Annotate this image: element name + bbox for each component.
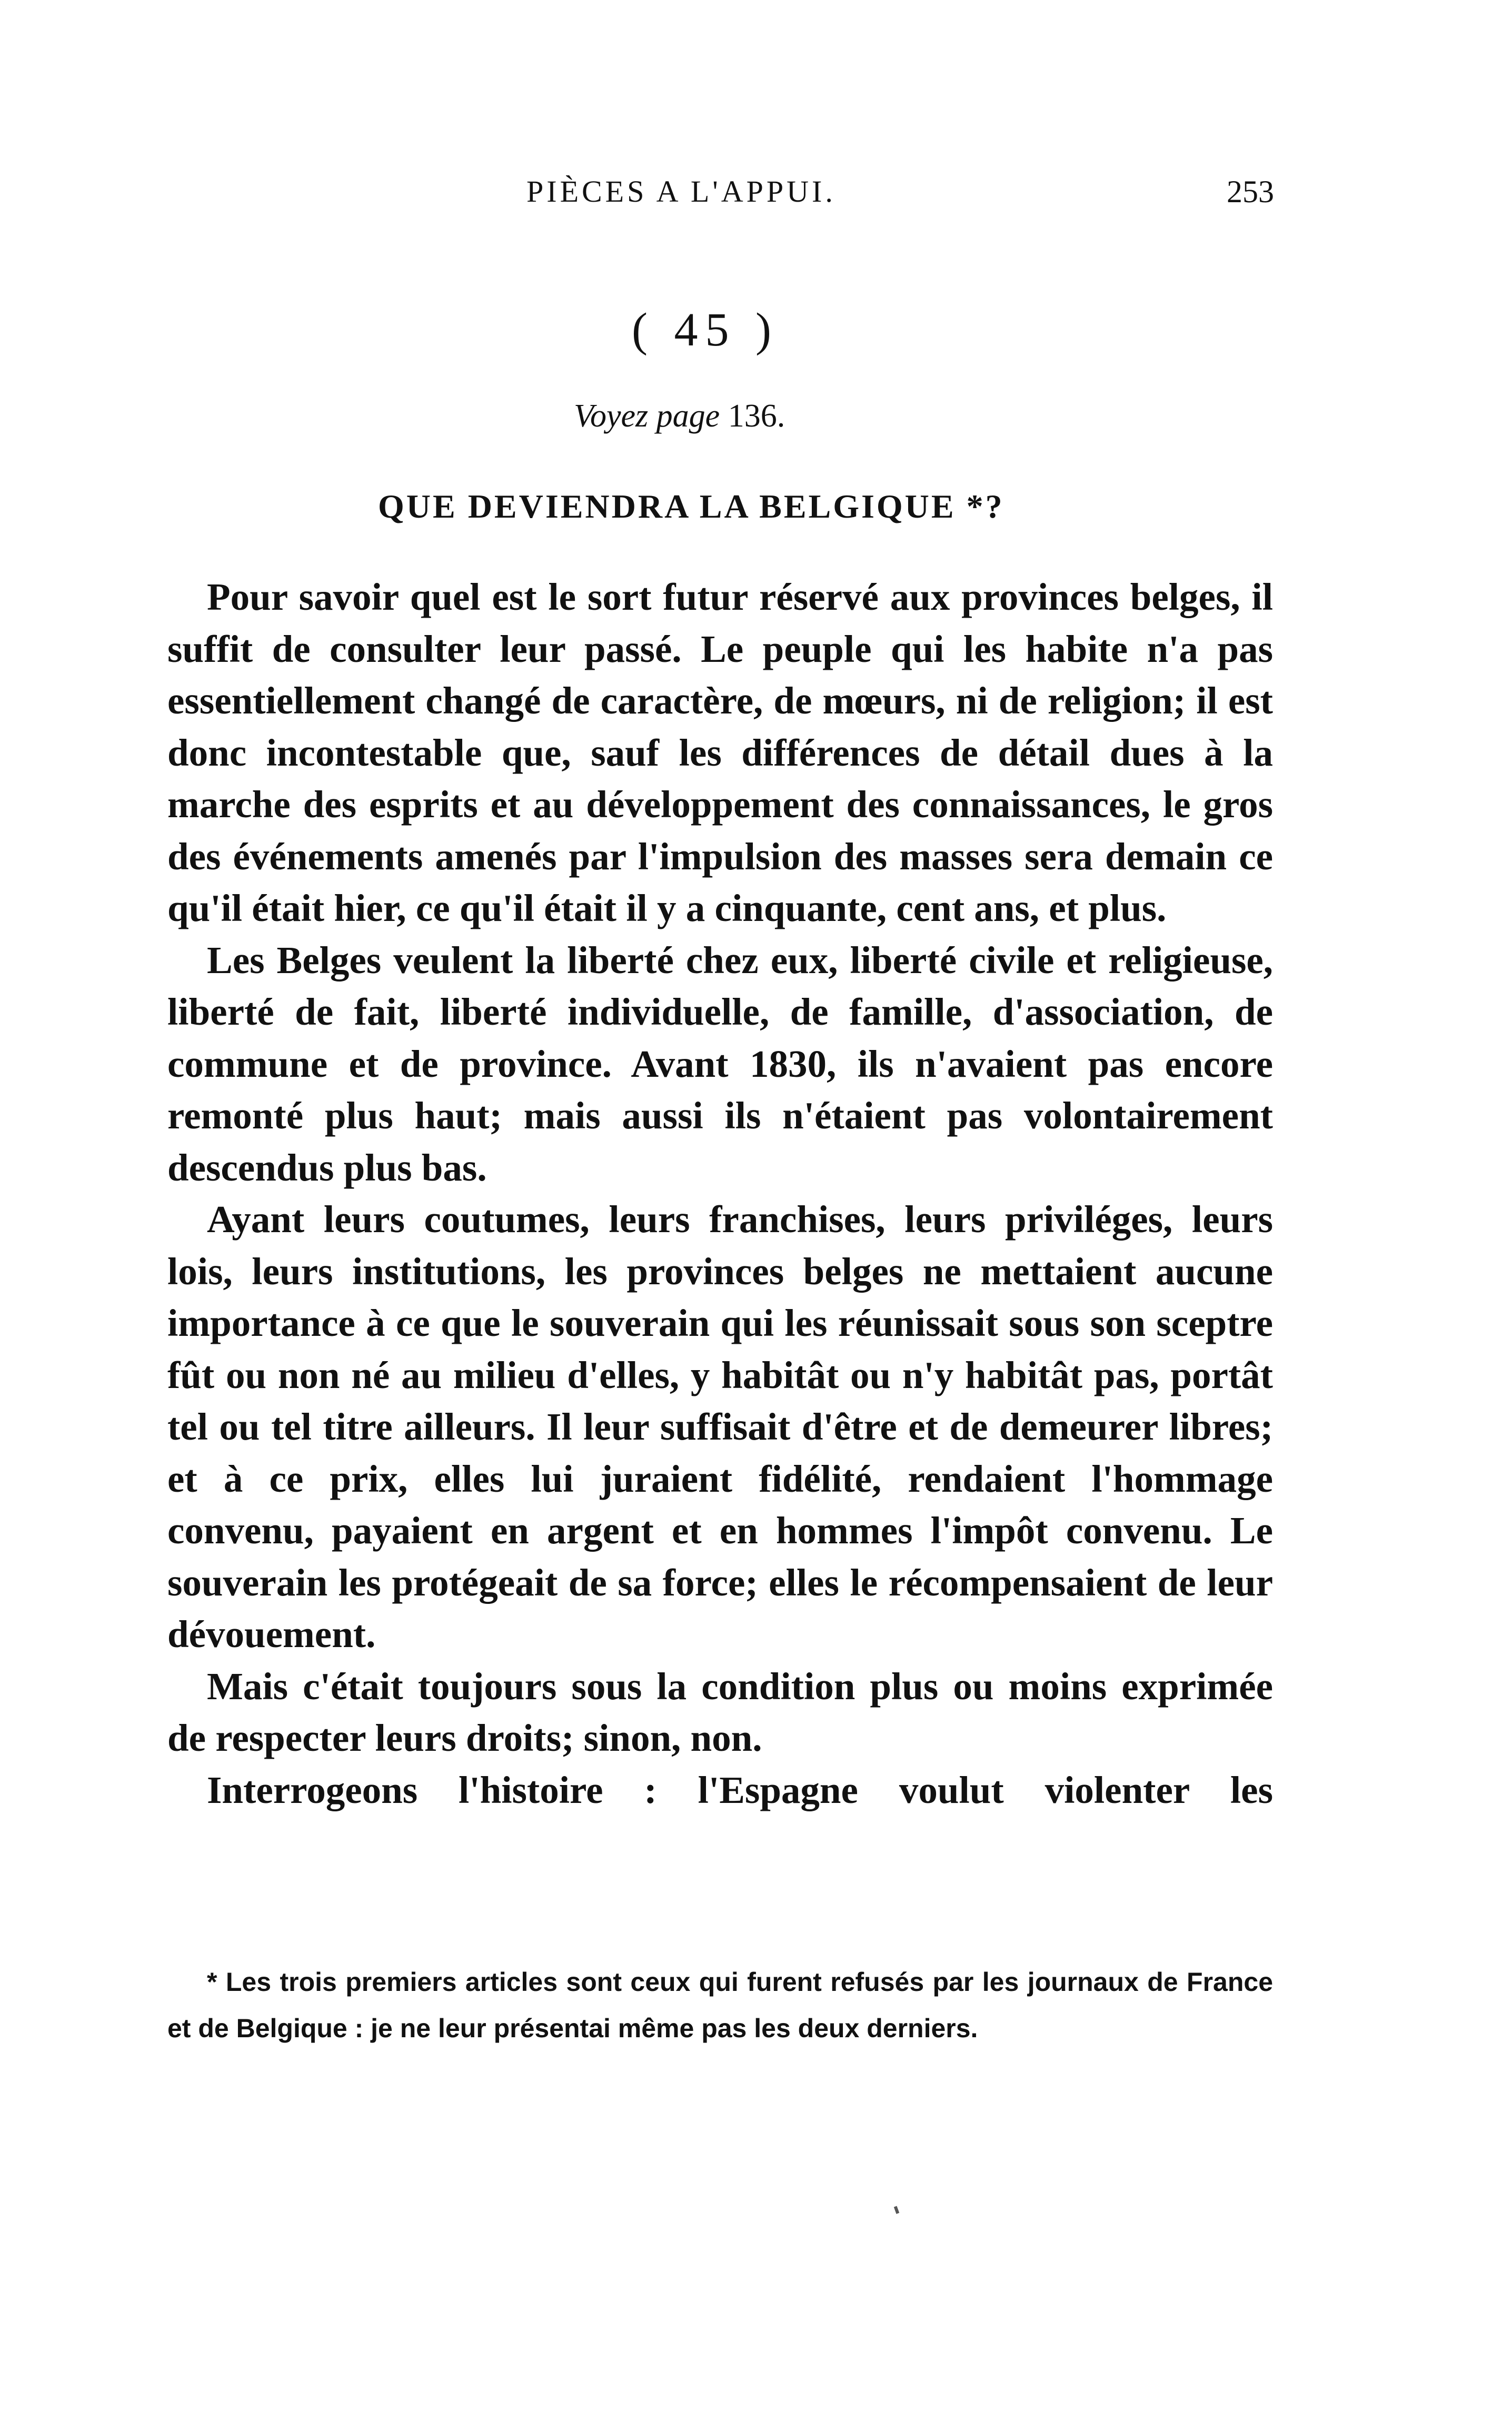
cross-reference-page: 136.: [728, 398, 785, 434]
article-title: QUE DEVIENDRA LA BELGIQUE *?: [378, 488, 1004, 525]
paragraph: Ayant leurs coutumes, leurs franchises, leurs priviléges, leurs lois, leurs institutions, les provinces belges ne mettaient aucune importance à ce que le souverain qui les réunissait sous son sceptre fût ou non né au milieu d'elles, y habitât ou n'y habitât pas, portât tel ou tel titre ailleurs. Il leur suffisait d'être et de demeurer libres; et à ce prix, elles lui juraient fidélité, rendaient l'hommage convenu, payaient en argent et en hommes l'impôt convenu. Le souverain les protégeait de sa force; elles le récompensaient de leur dévouement.: [167, 1198, 1273, 1655]
paragraph: Interrogeons l'histoire : l'Espagne voulut violenter les: [207, 1768, 1273, 1811]
paragraph: Mais c'était toujours sous la condition plus ou moins exprimée de respecter leurs droits; sinon, non.: [167, 1664, 1273, 1759]
piece-number: ( 45 ): [632, 304, 779, 356]
print-speck: [894, 2206, 899, 2214]
cross-reference-label: Voyez page: [574, 398, 720, 434]
paragraph: Les Belges veulent la liberté chez eux, liberté civile et religieuse, liberté de fait, liberté individuelle, de famille, d'association, de commune et de province. Avant 1830, ils n'avaient pas encore remonté plus haut; mais aussi ils n'étaient pas volontairement descendus plus bas.: [167, 938, 1273, 1189]
page-number: 253: [1227, 174, 1274, 209]
running-title: PIÈCES A L'APPUI.: [526, 174, 836, 209]
paragraph: Pour savoir quel est le sort futur réservé aux provinces belges, il suffit de consulter leur passé. Le peuple qui les habite n'a pas essentiellement changé de caractère, de mœurs, ni de religion; il est donc incontestable que, sauf les différences de détail dues à la marche des esprits et au développement des connaissances, le gros des événements amenés par l'impulsion des masses sera demain ce qu'il était hier, ce qu'il était il y a cinquante, cent ans, et plus.: [167, 576, 1273, 929]
cross-reference: [574, 398, 785, 435]
footnote: * Les trois premiers articles sont ceux qui furent refusés par les journaux de France et de Belgique : je ne leur présentai même pas les deux derniers.: [167, 1967, 1273, 2043]
article-body: [167, 571, 1273, 1816]
